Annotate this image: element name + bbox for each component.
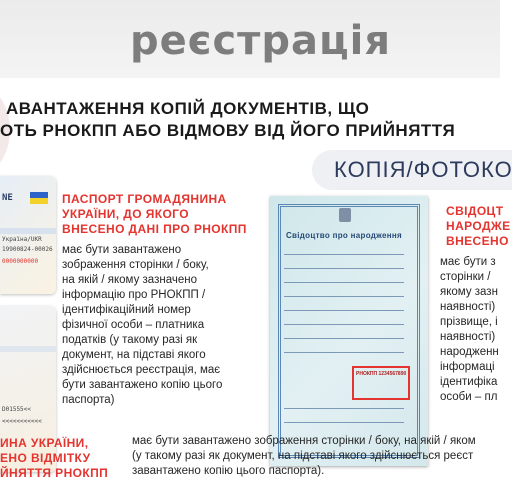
card-label: NE: [2, 193, 13, 203]
certificate-line: [284, 254, 404, 255]
certificate-line: [284, 310, 404, 311]
body-line: бути завантажено копію цього: [62, 379, 223, 391]
coat-of-arms-icon: [339, 208, 351, 222]
ukraine-flag-icon: [30, 192, 48, 204]
body-line: зображення сторінки / боку,: [62, 259, 209, 271]
body-line: здійснюється реєстрація, має: [62, 364, 221, 376]
body-line: документ, на підставі якого: [62, 349, 206, 361]
certificate-line: [284, 324, 404, 325]
card-nationality: Україна/UKR: [2, 236, 42, 243]
title-line: ВНЕСЕНО: [446, 234, 509, 248]
body-line: (у такому разі як документ, на підставі якого здійснюється реєст: [132, 450, 474, 462]
heading-line-2: ОТЬ РНОКПП АБО ВІДМОВУ ВІД ЙОГО ПРИЙНЯТТЯ: [0, 121, 456, 140]
body-line: має бути завантажено: [62, 244, 182, 256]
title-line: ЙНЯТТЯ РНОКПП: [0, 466, 109, 480]
title-line: УКРАЇНИ, ДО ЯКОГО: [62, 207, 189, 221]
title-line: ПАСПОРТ ГРОМАДЯНИНА: [62, 192, 227, 206]
body-line: наявності): [440, 301, 496, 313]
body-line: на якій / якому зазначено: [62, 274, 197, 286]
certificate-line: [284, 296, 404, 297]
bottom-section-title: [0, 436, 120, 481]
birth-cert-section-body: [440, 255, 520, 405]
birth-certificate-image: [270, 196, 428, 466]
title-line: СВІДОЦТ: [446, 204, 504, 218]
certificate-line: [284, 282, 404, 283]
card-mrz-line: D01555<<: [2, 406, 31, 413]
rnokpp-highlight-box: [352, 366, 410, 400]
certificate-line: [284, 338, 404, 339]
card-mrz-line-2: <<<<<<<<<<<: [2, 418, 42, 425]
body-line: ідентифікаційний номер: [62, 304, 191, 316]
body-line: податків (у такому разі як: [62, 334, 198, 346]
body-line: завантажено копію цього паспорта).: [132, 465, 325, 477]
body-line: ідентифіка: [440, 376, 498, 388]
body-line: інформацію про РНОКПП /: [62, 289, 206, 301]
body-line: інформаці: [440, 361, 495, 373]
body-line: має бути завантажено зображення сторінки / боку, на якій / яком: [132, 435, 476, 447]
body-line: фізичної особи – платника: [62, 319, 205, 331]
body-line: особи – пл: [440, 391, 498, 403]
passport-section-title: [62, 192, 262, 237]
body-line: прізвище, і: [440, 316, 498, 328]
certificate-line: [284, 352, 404, 353]
card-record-number: 19900824-00026: [2, 246, 53, 253]
card-strip: [0, 228, 56, 234]
body-line: народженн: [440, 346, 499, 358]
title-line: ВНЕСЕНО ДАНІ ПРО РНОКПП: [62, 222, 247, 236]
certificate-line: [284, 268, 404, 269]
body-line: має бути з: [440, 256, 496, 268]
passport-card-image: [0, 176, 56, 294]
body-line: якому зазн: [440, 286, 498, 298]
body-line: сторінки /: [440, 271, 491, 283]
body-line: паспорта): [62, 394, 115, 406]
birth-cert-section-title: [446, 204, 526, 249]
certificate-border: [278, 204, 420, 458]
heading-line-1: АВАНТАЖЕННЯ КОПІЙ ДОКУМЕНТІВ, ЩО: [6, 99, 370, 118]
section-heading: [0, 98, 500, 142]
card-strip: [0, 346, 56, 352]
certificate-title: Свідоцтво про народження: [285, 231, 403, 240]
bottom-section-body: [132, 434, 512, 479]
passport-section-body: [62, 243, 262, 408]
title-line: ИНА УКРАЇНИ,: [0, 436, 89, 450]
title-line: ЕНО ВІДМІТКУ: [0, 451, 91, 465]
copy-photo-pill: КОПІЯ/ФОТОКО: [312, 150, 512, 190]
card-rnokpp: 0000000000: [2, 258, 39, 265]
stamp-text: РНОКПП 1234567890: [356, 371, 407, 377]
title-line: НАРОДЖЕ: [446, 219, 511, 233]
brand-title: реєстрація: [130, 18, 392, 64]
body-line: наявності): [440, 331, 496, 343]
certificate-line: [284, 408, 404, 409]
certificate-line: [284, 422, 404, 423]
